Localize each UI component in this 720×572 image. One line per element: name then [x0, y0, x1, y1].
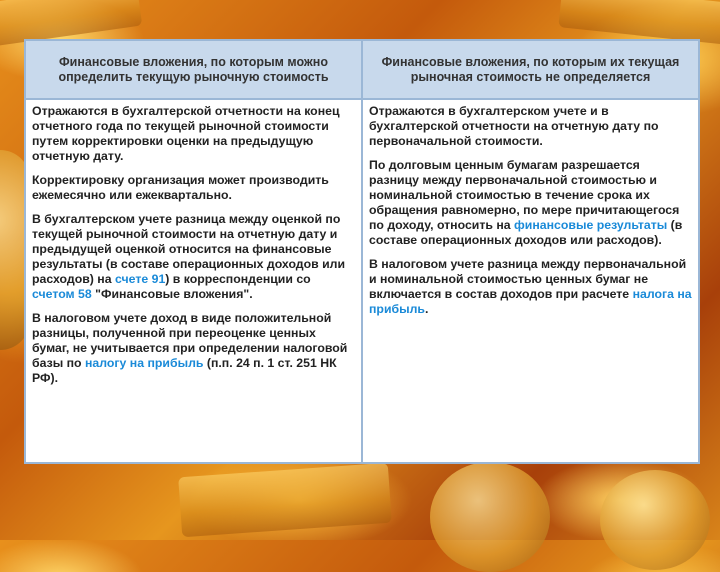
text-span: (п.п. 24 п. 1 ст. 251 НК РФ).: [32, 356, 337, 385]
link-account-91[interactable]: счете 91: [114, 272, 166, 286]
link-account-58[interactable]: счетом 58: [32, 287, 92, 301]
left-paragraph-2: Корректировку организация может производить ежемесячно или ежеквартально.: [32, 173, 329, 202]
table-header-row: [26, 41, 698, 100]
comparison-table: [24, 39, 700, 464]
text-span: "Финансовые вложения".: [91, 287, 253, 301]
link-profit-tax[interactable]: налогу на прибыль: [84, 356, 204, 370]
text-span: ) в корреспонденции со: [165, 272, 311, 286]
link-profit-tax[interactable]: налога на прибыль: [369, 287, 692, 316]
left-paragraph-1: Отражаются в бухгалтерской отчетности на конец отчетного года по текущей рыночной стоимости путем корректировки оценки на предыдущую отчетную дату.: [32, 104, 340, 163]
header-left: Финансовые вложения, по которым можно определить текущую рыночную стоимость: [58, 54, 329, 84]
gold-bar-image: [178, 463, 392, 538]
left-paragraph-3: [32, 212, 355, 302]
text-span: .: [424, 302, 429, 316]
text-span: В бухгалтерском учете разница между оценкой по текущей рыночной стоимости на отчетную дату и предыдущей оценкой относится на финансовые результаты (в составе операционных доходов или расходов) на: [32, 212, 346, 286]
left-paragraph-4: [32, 311, 355, 386]
text-span: В налоговом учете доход в виде положительной разницы, полученной при переоценке ценных бумаг, не учитывается при определении налоговой базы по: [32, 311, 348, 370]
gold-coin-image: [430, 462, 550, 572]
text-span: (в составе операционных доходов или расходов).: [369, 218, 683, 247]
header-right: Финансовые вложения, по которым их текущая рыночная стоимость не определяется: [361, 41, 698, 98]
link-financial-results[interactable]: финансовые результаты: [514, 218, 668, 232]
right-column: [361, 100, 698, 462]
table-body-row: [26, 100, 698, 462]
text-span: По долговым ценным бумагам разрешается разницу между первоначальной стоимостью и номинальной стоимостью в течение срока их обращения равномерно, по мере причитающегося по доходу, относить на: [369, 158, 680, 232]
right-paragraph-2: [369, 158, 692, 248]
left-column: [26, 100, 361, 462]
right-paragraph-1: Отражаются в бухгалтерском учете и в бухгалтерской отчетности на отчетную дату по первоначальной стоимости.: [369, 104, 659, 148]
gold-coin-image: [600, 470, 710, 570]
text-span: В налоговом учете разница между первоначальной и номинальной стоимостью ценных бумаг не включается в состав доходов при расчете: [369, 257, 687, 301]
right-paragraph-3: [369, 257, 692, 317]
